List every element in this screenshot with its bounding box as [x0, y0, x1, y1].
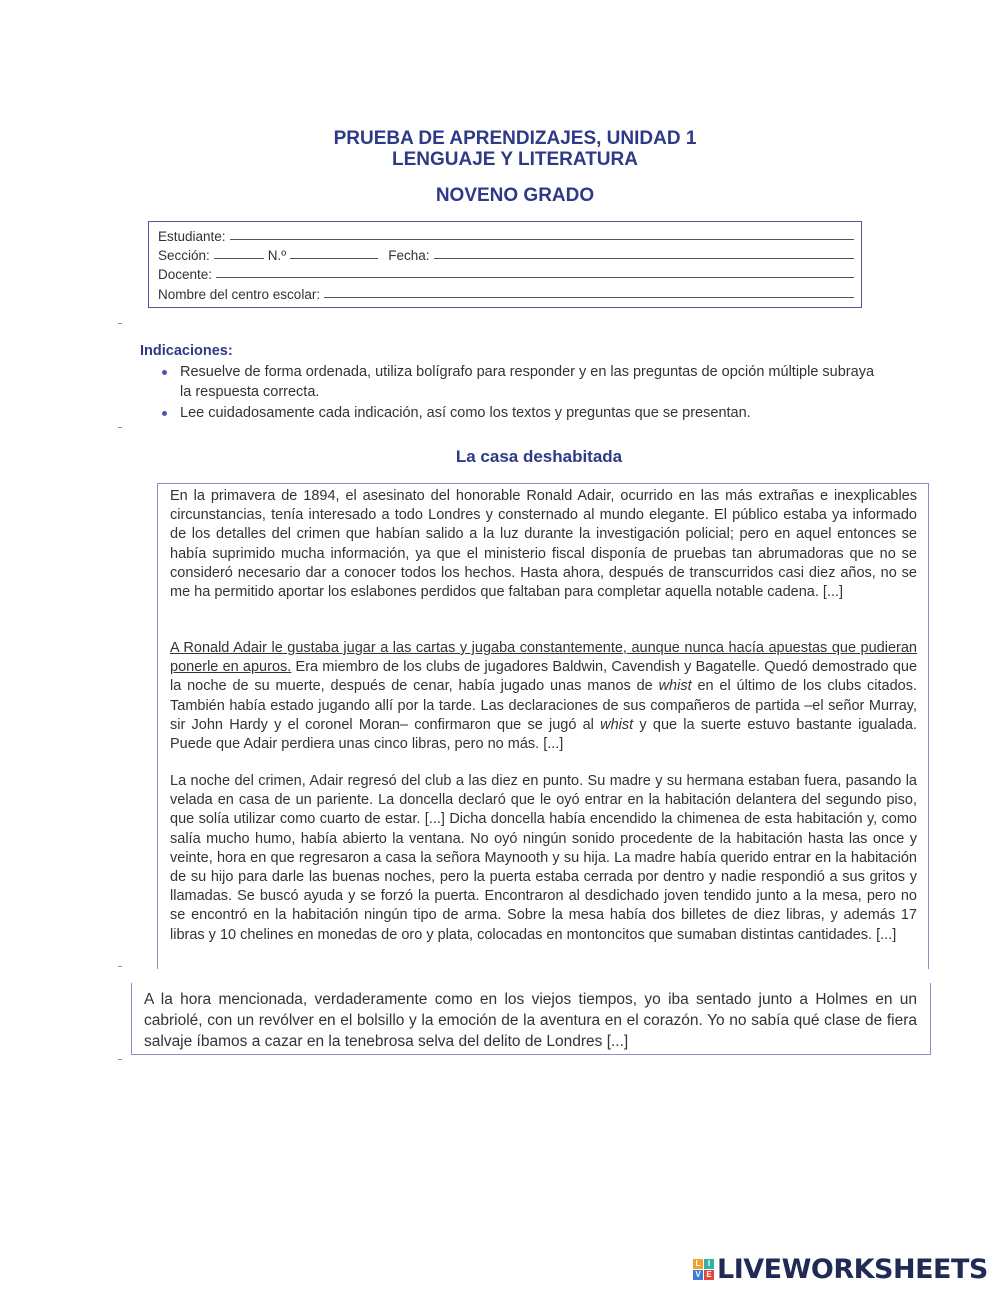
bullet-icon: [162, 411, 167, 416]
logo-text: LIVEWORKSHEETS: [717, 1253, 988, 1285]
reading-paragraph-4: A la hora mencionada, verdaderamente como en los viejos tiempos, yo iba sentado junto a Holmes en un cabriolé, con un revólver en el bolsillo y la emoción de la aventura en el corazón. Yo no sabía qué clase de fiera salvaje íbamos a cazar en la tenebrosa selva del delito de Londres [...]: [144, 991, 917, 1050]
student-label: Estudiante:: [158, 229, 226, 244]
margin-mark: [118, 427, 122, 428]
date-label: Fecha:: [388, 248, 430, 263]
underlined-sentence: A Ronald Adair le gustaba jugar a las cartas y jugaba constantemente, aunque nunca hacía apuestas que pudieran ponerle en apuros.: [170, 640, 917, 676]
teacher-label: Docente:: [158, 267, 213, 282]
school-label: Nombre del centro escolar:: [158, 287, 321, 302]
teacher-field[interactable]: [216, 277, 854, 278]
number-label: N.º: [267, 248, 287, 263]
student-info-box: [148, 221, 862, 308]
margin-mark: [118, 323, 122, 324]
reading-paragraph-1: En la primavera de 1894, el asesinato del honorable Ronald Adair, ocurrido en las más extrañas e inexplicables circunstancias, tenía interesado a todo Londres y consternado al mundo elegante. El público estaba ya informado de los detalles del crimen que habían salido a la luz durante la investigación policial; pero en aquel entonces se había suprimido mucha información, ya que el ministerio fiscal disponía de pruebas tan abrumadoras que no se consideró necesario dar a conocer todos los hechos. Hasta ahora, después de transcurridos casi diez años, no se me ha permitido aportar los eslabones perdidos que faltaban para completar aquella notable cadena. [...]: [170, 488, 917, 601]
reading-paragraph-3: La noche del crimen, Adair regresó del club a las diez en punto. Su madre y su hermana estaban fuera, pasando la velada en casa de un pariente. La doncella declaró que le oyó entrar en la habitación delantera del segundo piso, que solía utilizar como cuarto de estar. [...] Dicha doncella había encendido la chimenea de esta habitación y, como salía mucho humo, había abierto la ventana. No oyó ningún sonido procedente de la habitación hasta las once y veinte, hora en que regresaron a casa la señora Maynooth y su hija. La madre había querido entrar en la habitación de su hijo para darle las buenas noches, pero la puerta estaba cerrada por dentro y nadie respondió a sus gritos y llamadas. Se buscó ayuda y se forzó la puerta. Encontraron al desdichado joven tendido junto a la mesa, pero no se encontró en la habitación ningún tipo de arma. Sobre la mesa había dos billetes de diez libras, y además 17 libras y 10 chelines en monedas de oro y plata, colocadas en montoncitos que sumaban distintas cantidades. [...]: [170, 773, 917, 943]
subject-title: LENGUAJE Y LITERATURA: [392, 149, 638, 170]
liveworksheets-logo: [693, 1254, 988, 1284]
test-title: PRUEBA DE APRENDIZAJES, UNIDAD 1: [333, 128, 697, 149]
indications-title: Indicaciones:: [140, 343, 233, 359]
logo-mark-icon: L I V E: [693, 1259, 714, 1280]
margin-mark: [118, 1059, 122, 1060]
bullet-icon: [162, 370, 167, 375]
indication-item: Lee cuidadosamente cada indicación, así como los textos y preguntas que se presentan.: [180, 403, 885, 423]
student-field[interactable]: [230, 239, 854, 240]
reading-title: La casa deshabitada: [455, 447, 623, 466]
indication-item: Resuelve de forma ordenada, utiliza bolígrafo para responder y en las preguntas de opción múltiple subraya la respuesta correcta.: [180, 362, 885, 402]
number-field[interactable]: [290, 258, 378, 259]
school-field[interactable]: [324, 297, 854, 298]
date-field[interactable]: [434, 258, 855, 259]
section-field[interactable]: [214, 258, 264, 259]
margin-mark: [118, 966, 122, 967]
section-label: Sección:: [158, 248, 210, 263]
reading-paragraph-2: A Ronald Adair le gustaba jugar a las cartas y jugaba constantemente, aunque nunca hacía apuestas que pudieran ponerle en apuros. Era miembro de los clubs de jugadores Baldwin, Cavendish y Bagatelle. Quedó demostrado que la noche de su muerte, después de cenar, había jugado unas manos de whist en el último de los clubs citados. También había estado jugando allí por la tarde. Las declaraciones de sus compañeros de partida –el señor Murray, sir John Hardy y el coronel Moran– confirmaron que se jugó al whist y que la suerte estuvo bastante igualada. Puede que Adair perdiera unas cinco libras, pero no más. [...]: [170, 640, 918, 753]
grade-title: NOVENO GRADO: [435, 185, 595, 206]
